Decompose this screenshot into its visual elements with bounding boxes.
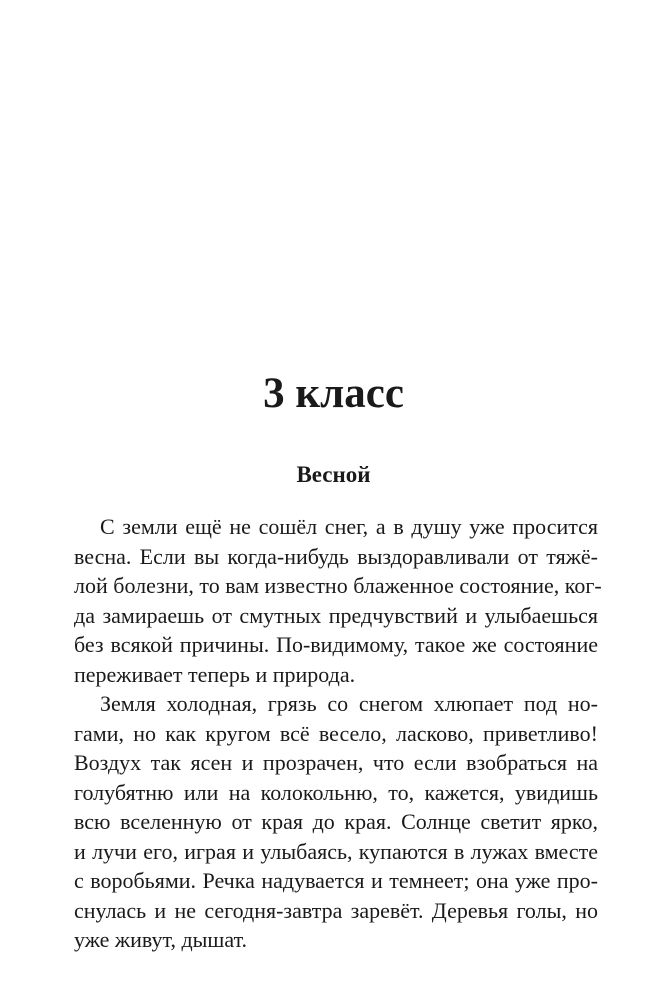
text-line: и лучи его, играя и улыбаясь, купаются в лужах вместе <box>74 838 598 864</box>
text-line: голубятню или на колокольню, то, кажется, увидишь <box>74 779 598 805</box>
text-line: всю вселенную от края до края. Солнце светит ярко, <box>74 809 598 834</box>
text-line: Земля холодная, грязь со снегом хлюпает под но- <box>100 691 598 716</box>
chapter-title: 3 класс <box>263 370 404 417</box>
text-line: без всякой причины. По-видимому, такое же состояние <box>74 632 598 657</box>
text-line: Воздух так ясен и прозрачен, что если взобраться на <box>74 750 598 775</box>
text-line: снулась и не сегодня-завтра заревёт. Деревья голы, но <box>74 897 598 923</box>
text-line: с воробьями. Речка надувается и темнеет; она уже про- <box>74 868 598 893</box>
text-line: лой болезни, то вам известно блаженное состояние, ког- <box>74 573 602 598</box>
text-line: С земли ещё не сошёл снег, а в душу уже просится <box>100 514 598 539</box>
text-line: переживает теперь и природа. <box>74 661 356 687</box>
story-text <box>74 512 602 955</box>
section-title: Весной <box>296 462 371 487</box>
text-line: весна. Если вы когда-нибудь выздоравливали от тяжё- <box>74 543 598 569</box>
text-line: да замираешь от смутных предчувствий и улыбаешься <box>74 602 598 628</box>
text-line: уже живут, дышат. <box>74 927 248 952</box>
text-line: гами, но как кругом всё весело, ласково, приветливо! <box>74 720 598 746</box>
